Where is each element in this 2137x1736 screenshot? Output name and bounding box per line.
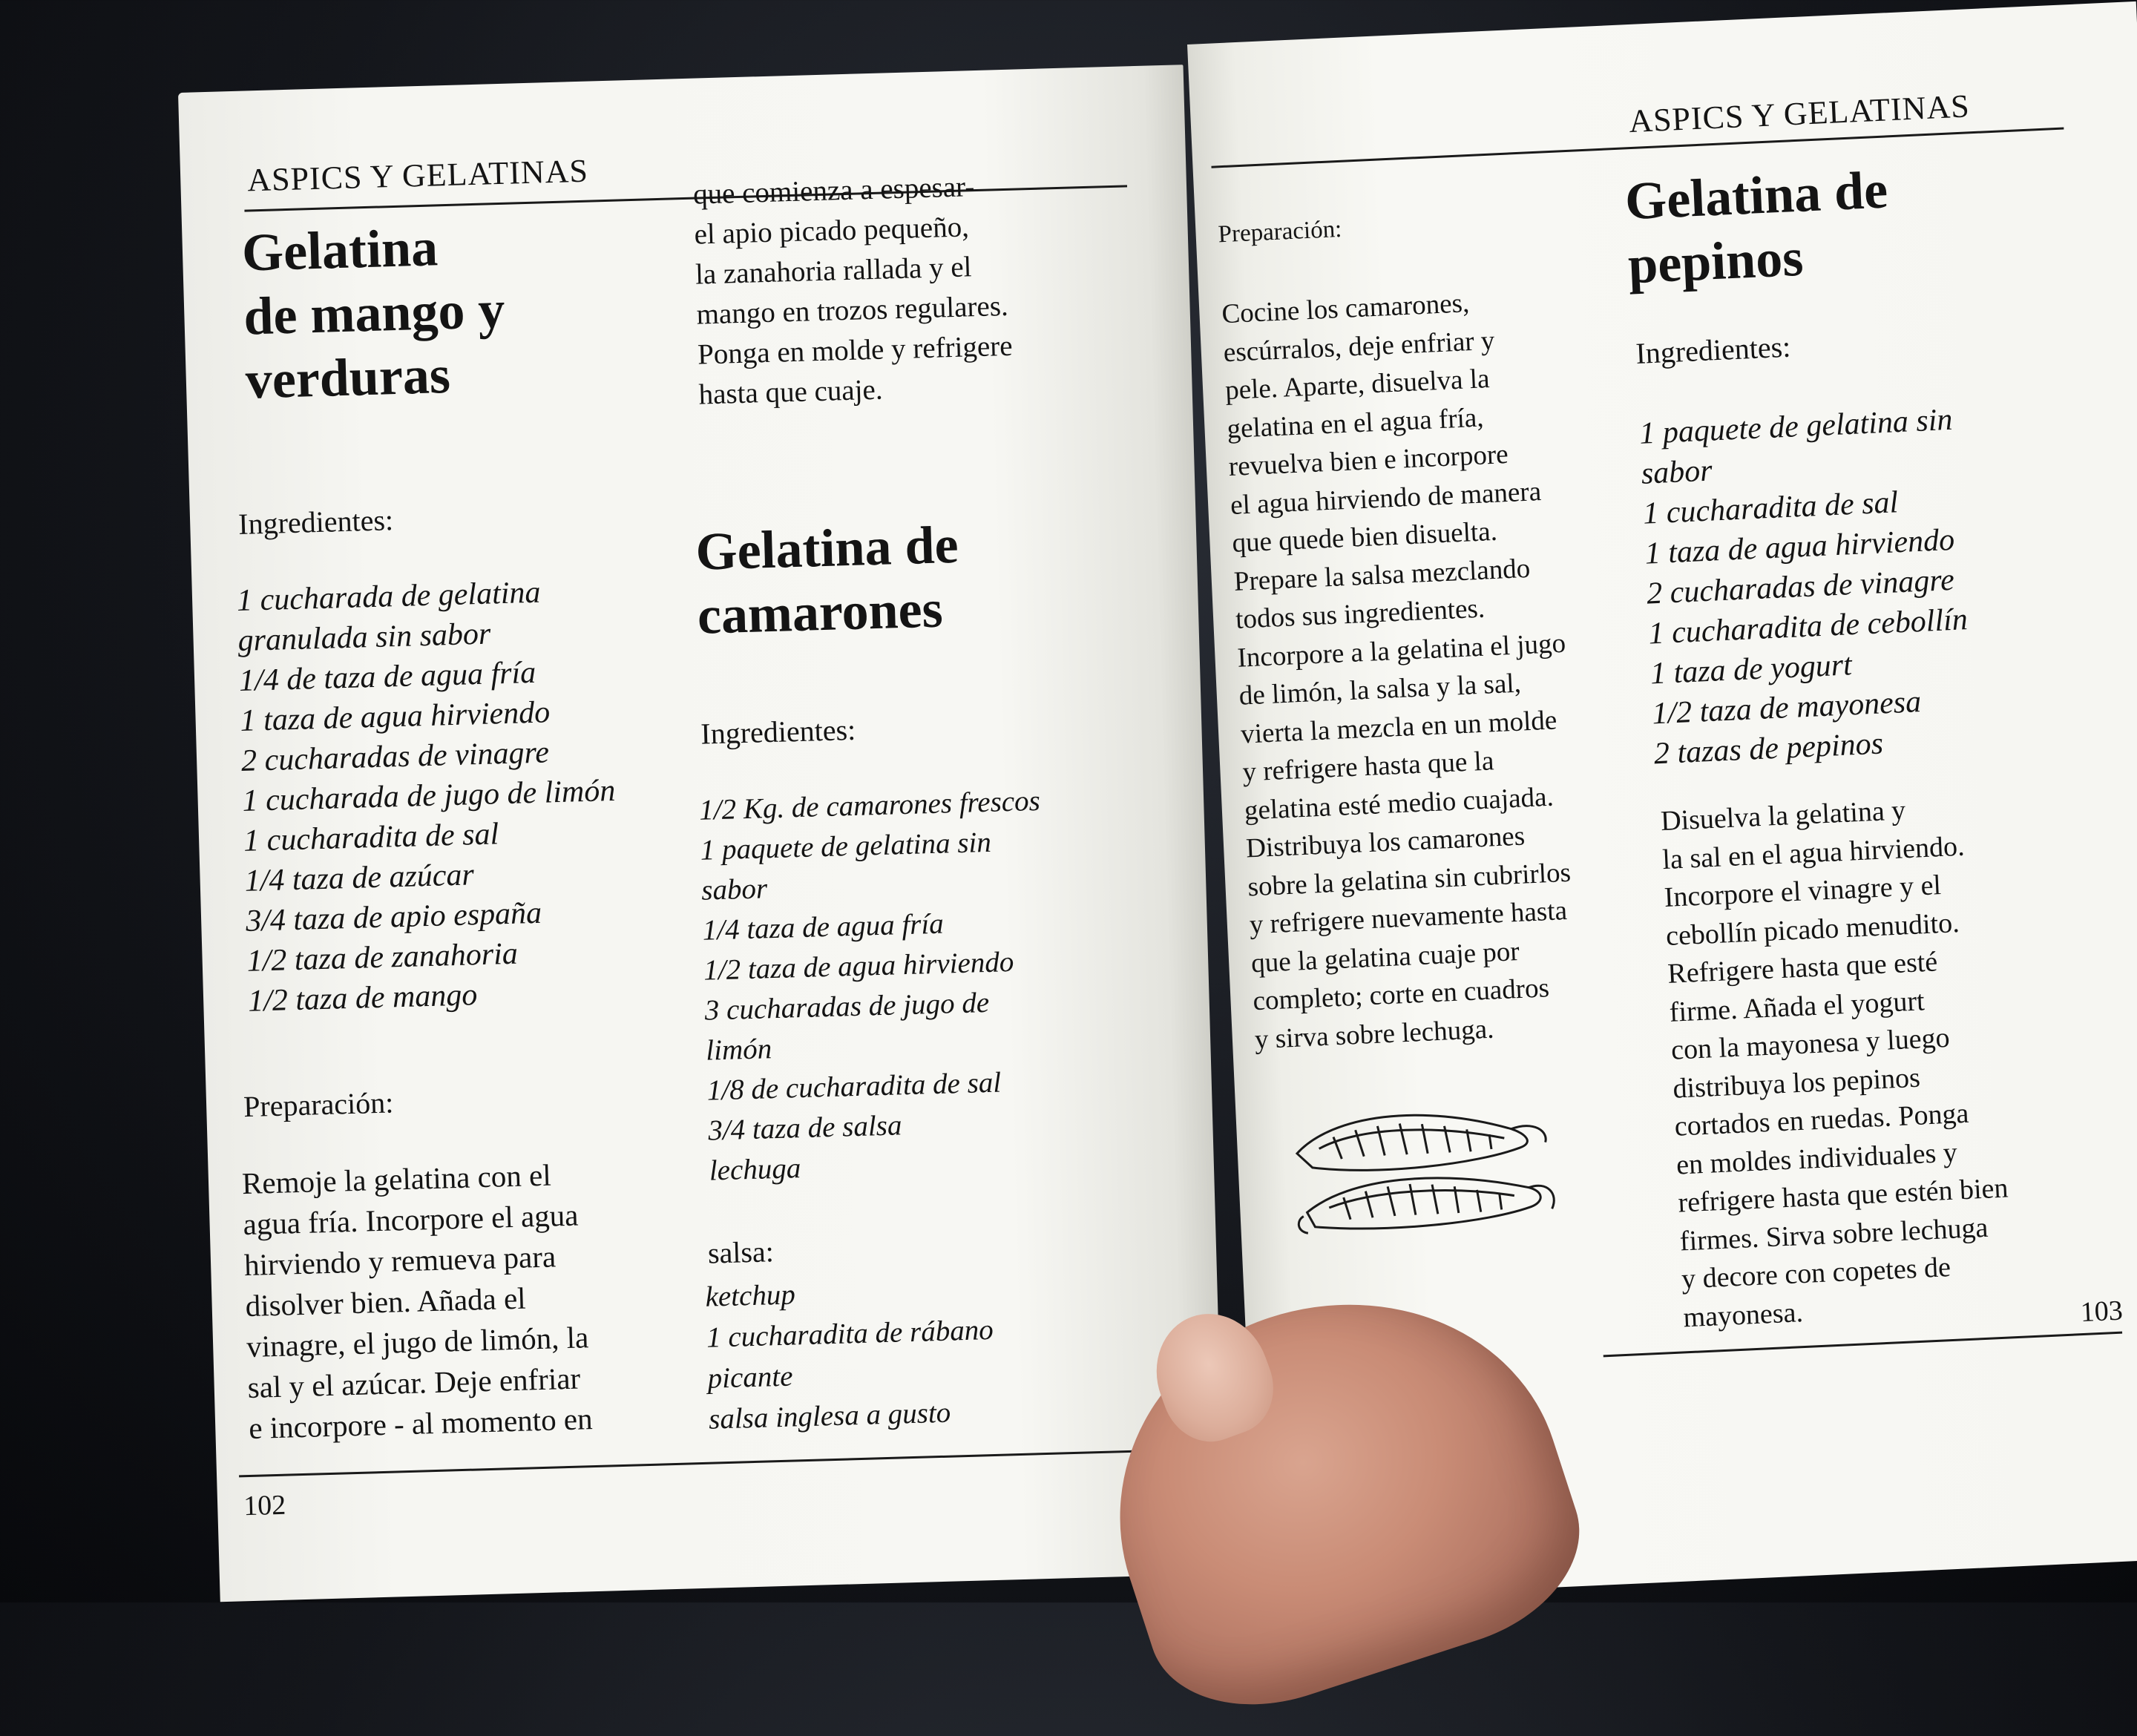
title-line: de mango y <box>243 279 506 346</box>
text-line: distribuya los pepinos <box>1672 1062 1921 1105</box>
text-line: firmes. Sirva sobre lechuga <box>1678 1211 1989 1257</box>
text-line: Refrigere hasta que esté <box>1667 946 1939 990</box>
text-line: pele. Aparte, disuelva la <box>1224 364 1491 407</box>
running-head-left: ASPICS Y GELATINAS <box>246 152 589 199</box>
list-item: 1 taza de agua hirviendo <box>1644 522 1956 571</box>
text-line: refrigere hasta que estén bien <box>1677 1172 2009 1219</box>
list-item: 1 cucharadita de sal <box>1642 485 1900 531</box>
ingredients-label-pepinos: Ingredientes: <box>1635 329 1792 370</box>
list-item: 3 cucharadas de jugo de <box>704 986 990 1027</box>
text-line: gelatina esté medio cuajada. <box>1243 781 1555 826</box>
ingredients-list-mango <box>236 571 621 1022</box>
text-line: el apio picado pequeño, <box>694 211 970 251</box>
title-line: camarones <box>696 579 944 645</box>
list-item: 3/4 taza de apio españa <box>245 895 542 938</box>
running-head-right: ASPICS Y GELATINAS <box>1628 88 1971 140</box>
text-line: Incorpore el vinagre y el <box>1663 869 1942 914</box>
text-line: vierta la mezcla en un molde <box>1240 704 1558 750</box>
text-line: que la gelatina cuaje por <box>1250 936 1520 979</box>
text-line: agua fría. Incorpore el agua <box>242 1197 579 1242</box>
list-item: 1 cucharadita de sal <box>243 817 499 858</box>
text-line: todos sus ingredientes. <box>1235 593 1486 635</box>
text-line: con la mayonesa y luego <box>1670 1022 1951 1066</box>
list-item: 1 paquete de gelatina sin <box>700 826 992 867</box>
list-item: sabor <box>700 872 768 907</box>
preparation-text-mango <box>241 1154 593 1449</box>
text-line: hirviendo y remueva para <box>243 1239 557 1283</box>
list-item: 1 paquete de gelatina sin <box>1638 402 1954 451</box>
list-item: 1 cucharadita de rábano <box>706 1313 994 1354</box>
text-line: escúrralos, deje enfriar y <box>1222 325 1496 368</box>
list-item: 1/2 Kg. de camarones frescos <box>698 784 1041 826</box>
list-item: 1/2 taza de mayonesa <box>1651 685 1923 731</box>
list-item: 1 taza de agua hirviendo <box>240 695 551 738</box>
preparation-label-camarones: Preparación: <box>1217 215 1343 249</box>
recipe-title-camarones <box>695 513 961 648</box>
text-line: y sirva sobre lechuga. <box>1254 1013 1495 1055</box>
list-item: 1/4 taza de azúcar <box>244 858 475 898</box>
salsa-list <box>705 1269 997 1440</box>
list-item: 1/4 de taza de agua fría <box>238 655 536 699</box>
list-item: limón <box>705 1033 772 1067</box>
footer-rule-right <box>1603 1332 2122 1358</box>
text-line: sal y el azúcar. Deje enfriar <box>247 1361 581 1405</box>
text-line: e incorpore - al momento en <box>248 1401 594 1446</box>
text-line: gelatina en el agua fría, <box>1226 401 1485 444</box>
text-line: y decore con copetes de <box>1681 1252 1951 1295</box>
text-line: y refrigere hasta que la <box>1241 746 1495 788</box>
text-line: cebollín picado menudito. <box>1665 907 1960 952</box>
text-line: firme. Añada el yogurt <box>1668 984 1926 1028</box>
text-line: cortados en ruedas. Ponga <box>1673 1097 1970 1142</box>
preparation-text-pepinos <box>1660 788 2014 1337</box>
title-line: Gelatina <box>240 217 439 283</box>
list-item: ketchup <box>705 1278 796 1313</box>
ingredients-list-camarones <box>699 781 1051 1191</box>
page-number-right: 103 <box>2079 1295 2124 1329</box>
text-line: y refrigere nuevamente hasta <box>1248 895 1568 941</box>
text-line: la zanahoria rallada y el <box>695 251 973 291</box>
list-item: 1 cucharada de jugo de limón <box>242 773 616 818</box>
list-item: 1/2 taza de zanahoria <box>246 936 519 979</box>
footer-rule-left <box>239 1450 1137 1478</box>
list-item: 2 cucharadas de vinagre <box>1646 562 1955 611</box>
text-line: completo; corte en cuadros <box>1252 973 1550 1017</box>
page-number-left: 102 <box>243 1489 286 1522</box>
title-line: pepinos <box>1626 227 1805 295</box>
salsa-label: salsa: <box>707 1234 775 1270</box>
list-item: picante <box>707 1360 794 1395</box>
title-line: Gelatina de <box>695 514 959 582</box>
text-line: Disuelva la gelatina y <box>1660 795 1907 838</box>
list-item: 1 cucharada de gelatina <box>236 575 542 619</box>
text-line: Incorpore a la gelatina el jugo <box>1236 628 1566 674</box>
list-item: 1/2 taza de agua hirviendo <box>703 946 1014 987</box>
list-item: sabor <box>1640 453 1713 491</box>
text-line: Ponga en molde y refrigere <box>697 329 1014 371</box>
text-line: que comienza a espesar- <box>692 171 975 211</box>
list-item: 3/4 taza de salsa <box>707 1109 902 1147</box>
text-line: Remoje la gelatina con el <box>241 1157 552 1201</box>
text-line: en moldes individuales y <box>1675 1136 1958 1181</box>
list-item: lechuga <box>709 1152 801 1187</box>
preparation-continued-mango <box>692 166 1014 415</box>
text-line: Distribuya los camarones <box>1245 821 1526 864</box>
text-line: vinagre, el jugo de limón, la <box>246 1320 589 1364</box>
shrimp-illustration <box>1287 1097 1561 1257</box>
text-line: sobre la gelatina sin cubrirlos <box>1247 857 1572 902</box>
text-line: de limón, la salsa y la sal, <box>1238 668 1522 711</box>
text-line: que quede bien disuelta. <box>1231 516 1498 559</box>
list-item: 2 tazas de pepinos <box>1652 726 1884 772</box>
list-item: 1/8 de cucharadita de sal <box>706 1066 1002 1107</box>
list-item: salsa inglesa a gusto <box>708 1396 951 1436</box>
text-line: Cocine los camarones, <box>1221 288 1471 330</box>
list-item: 1 cucharadita de cebollín <box>1647 602 1969 651</box>
text-line: mayonesa. <box>1682 1296 1804 1333</box>
recipe-title-mango <box>241 214 508 412</box>
list-item: granulada sin sabor <box>237 617 491 659</box>
text-line: hasta que cuaje. <box>698 373 884 411</box>
preparation-text-camarones <box>1221 280 1583 1059</box>
text-line: disolver bien. Añada el <box>245 1280 527 1324</box>
list-item: 1/4 taza de agua fría <box>702 907 945 947</box>
ingredients-list-pepinos <box>1638 399 1974 774</box>
text-line: el agua hirviendo de manera <box>1230 476 1542 521</box>
ingredients-label-mango: Ingredientes: <box>237 503 394 541</box>
text-line: Prepare la salsa mezclando <box>1232 553 1532 597</box>
recipe-title-pepinos <box>1624 157 1891 297</box>
title-line: verduras <box>244 344 451 410</box>
text-line: la sal en el agua hirviendo. <box>1661 830 1966 875</box>
list-item: 2 cucharadas de vinagre <box>240 735 550 778</box>
title-line: Gelatina de <box>1624 160 1889 231</box>
list-item: 1 taza de yogurt <box>1649 648 1853 691</box>
left-page <box>178 65 1225 1602</box>
text-line: revuelva bien e incorpore <box>1227 438 1509 483</box>
list-item: 1/2 taza de mango <box>247 978 478 1019</box>
ingredients-label-camarones: Ingredientes: <box>700 712 856 751</box>
text-line: mango en trozos regulares. <box>696 289 1009 331</box>
preparation-label-mango: Preparación: <box>243 1085 394 1124</box>
